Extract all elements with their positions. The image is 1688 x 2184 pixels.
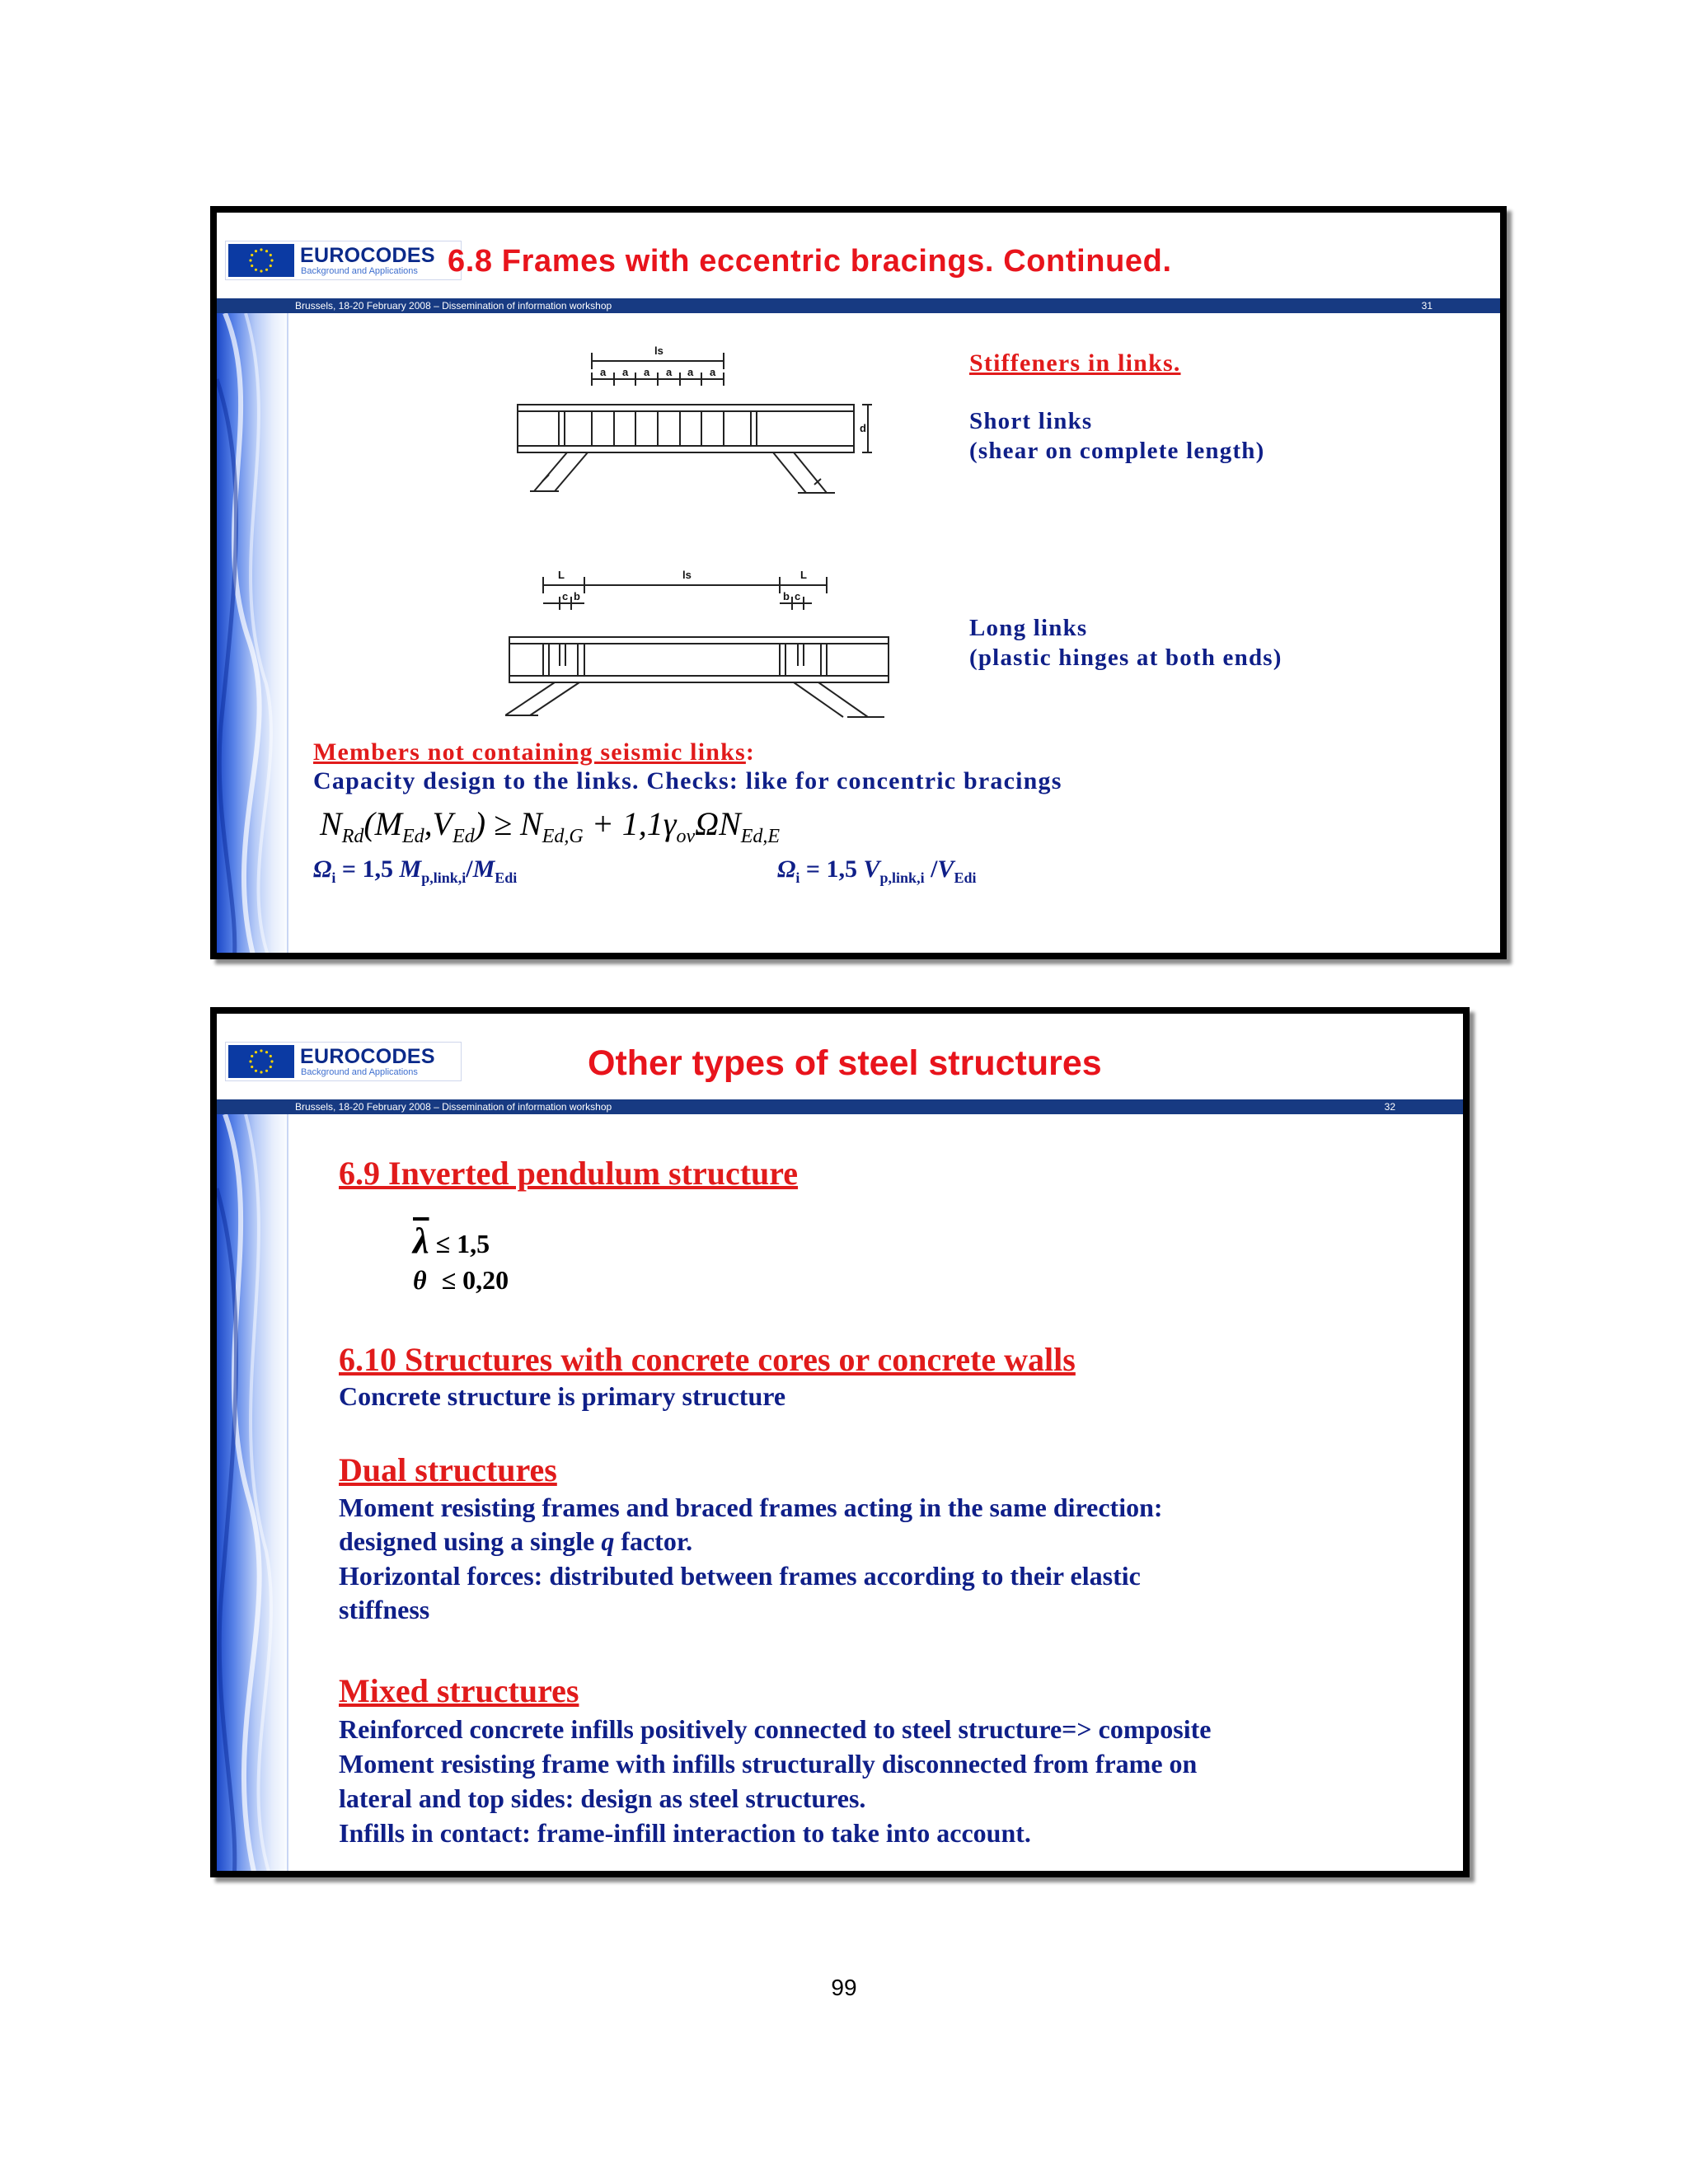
logo-subtitle: Background and Applications — [301, 266, 418, 276]
theta-symbol: θ — [413, 1265, 427, 1295]
slide-31 — [210, 206, 1507, 959]
stiffeners-heading: Stiffeners in links. — [969, 349, 1181, 377]
logo-title: EUROCODES — [300, 244, 435, 267]
dual-line-2-b: factor. — [614, 1526, 693, 1556]
mixed-line-2: Moment resisting frame with infills structurally disconnected from frame on — [339, 1749, 1198, 1779]
c-label: c — [562, 590, 569, 602]
short-links-title: Short links — [969, 408, 1093, 434]
omega-sub: i — [331, 869, 336, 886]
b-label: b — [574, 590, 580, 602]
side-divider — [287, 1114, 288, 1871]
theta-condition — [413, 1265, 509, 1296]
page-number: 99 — [831, 1975, 857, 2000]
members-heading: Members not containing seismic links — [313, 738, 746, 766]
L-label: L — [558, 569, 565, 581]
logo-subtitle: Background and Applications — [301, 1067, 418, 1077]
mixed-line-1: Reinforced concrete infills positively connected to steel structure=> composite — [339, 1714, 1212, 1744]
omega-formula-moment — [313, 855, 517, 887]
long-links-title: Long links — [969, 615, 1088, 641]
dual-structures-heading: Dual structures — [339, 1451, 557, 1488]
equals-value: = 1,5 — [335, 855, 400, 883]
long-links-desc: (plastic hinges at both ends) — [969, 644, 1282, 671]
short-link-diagram — [509, 343, 872, 508]
d-label: d — [860, 422, 866, 434]
ls-label: ls — [654, 344, 663, 357]
members-heading-line — [313, 738, 755, 766]
lambda-value: ≤ 1,5 — [435, 1229, 490, 1258]
short-links-desc: (shear on complete length) — [969, 438, 1265, 464]
lambda-condition — [413, 1220, 490, 1262]
omega-symbol: Ω — [777, 855, 796, 883]
a-label: a — [622, 366, 629, 378]
members-colon: : — [745, 738, 756, 766]
eurocodes-logo — [225, 1042, 462, 1081]
slash: / — [924, 855, 938, 883]
equals-value: = 1,5 — [799, 855, 864, 883]
conference-text: Brussels, 18-20 February 2008 – Dissemination of information workshop — [295, 1101, 612, 1113]
section-6-10-text: Concrete structure is primary structure — [339, 1381, 786, 1411]
omega-symbol: Ω — [313, 855, 332, 883]
section-6-9-heading: 6.9 Inverted pendulum structure — [339, 1155, 799, 1192]
slide-header — [217, 213, 1500, 298]
m2-symbol: M — [472, 855, 495, 883]
side-divider — [287, 313, 288, 953]
v-sub: p,link,i — [879, 869, 925, 886]
c-label: c — [795, 590, 801, 602]
a-label: a — [644, 366, 650, 378]
slide-title: 6.8 Frames with eccentric bracings. Continued. — [448, 244, 1172, 279]
a-label: a — [687, 366, 694, 378]
slide-title: Other types of steel structures — [588, 1043, 1102, 1083]
a-label: a — [666, 366, 673, 378]
dual-line-1: Moment resisting frames and braced frames acting in the same direction: — [339, 1493, 1163, 1522]
m2-sub: Edi — [495, 869, 518, 886]
section-6-10-heading: 6.10 Structures with concrete cores or concrete walls — [339, 1341, 1076, 1378]
capacity-formula: $N_{Rd}(M_{Ed},V_{Ed}) \ge N_{Ed,G} + 1,1\gamma_{ov}\Omega N_{Ed,E}$ — [320, 805, 781, 847]
mixed-line-4: Infills in contact: frame-infill interaction to take into account. — [339, 1818, 1031, 1848]
m-symbol: M — [399, 855, 422, 883]
conference-bar — [217, 298, 1500, 313]
eu-flag-icon — [228, 244, 294, 277]
omega-formula-shear — [777, 855, 976, 887]
theta-value: ≤ 0,20 — [441, 1265, 509, 1295]
slide-number: 31 — [1421, 300, 1432, 312]
eurocodes-logo — [225, 241, 462, 280]
a-label: a — [600, 366, 607, 378]
slash: / — [466, 855, 473, 883]
v-symbol: V — [863, 855, 880, 883]
a-label: a — [710, 366, 716, 378]
slide-header — [217, 1014, 1463, 1099]
v2-symbol: V — [937, 855, 954, 883]
dual-line-4: stiffness — [339, 1595, 430, 1624]
mixed-structures-heading: Mixed structures — [339, 1672, 579, 1709]
b-label: b — [783, 590, 790, 602]
slide-32 — [210, 1007, 1470, 1877]
v2-sub: Edi — [954, 869, 977, 886]
eu-flag-icon — [228, 1045, 294, 1078]
decorative-side-panel — [217, 1114, 287, 1871]
conference-bar — [217, 1099, 1463, 1114]
dual-line-2-a: designed using a single — [339, 1526, 602, 1556]
dual-line-3: Horizontal forces: distributed between frames according to their elastic — [339, 1561, 1141, 1591]
capacity-text: Capacity design to the links. Checks: like for concentric bracings — [313, 767, 1062, 794]
lambda-symbol: $\overline{\lambda}$ — [413, 1221, 429, 1261]
logo-title: EUROCODES — [300, 1045, 435, 1068]
decorative-side-panel — [217, 313, 287, 953]
mixed-line-3: lateral and top sides: design as steel structures. — [339, 1783, 866, 1813]
slide-number: 32 — [1384, 1101, 1395, 1113]
ls-label: ls — [682, 569, 692, 581]
m-sub: p,link,i — [421, 869, 467, 886]
long-link-diagram — [505, 567, 893, 719]
omega-sub: i — [795, 869, 800, 886]
q-symbol: q — [601, 1526, 615, 1556]
L-label: L — [800, 569, 807, 581]
dual-line-2 — [339, 1526, 692, 1557]
conference-text: Brussels, 18-20 February 2008 – Dissemination of information workshop — [295, 300, 612, 312]
